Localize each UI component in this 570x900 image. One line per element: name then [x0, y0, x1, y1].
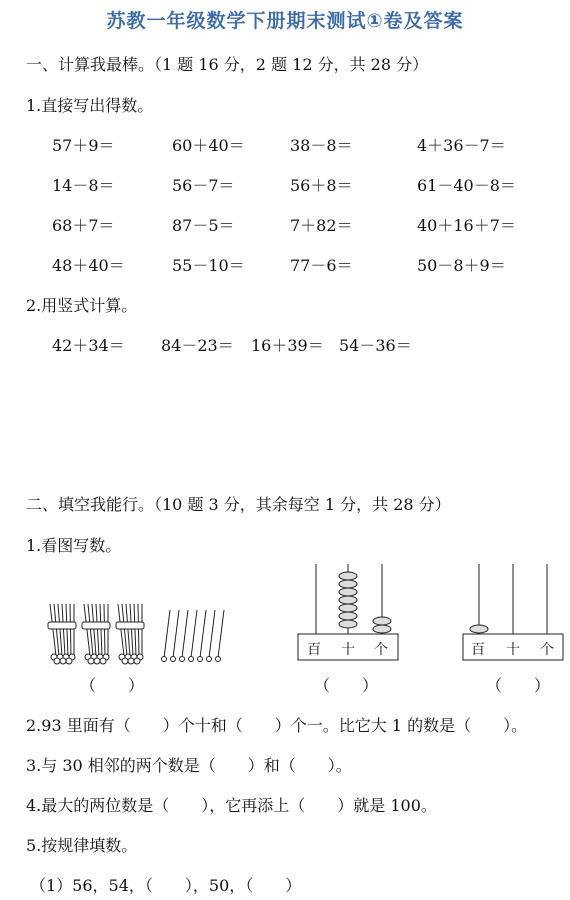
abacus-2-label-hundreds: 百	[471, 642, 485, 658]
section-1-q1-label: 1.直接写出得数。	[26, 96, 154, 115]
abacus-1-ones-beads	[373, 617, 391, 633]
calc-item: 56＋8＝	[290, 176, 353, 195]
section-2-q5-1: （1）56，54，（ ），50，（ ）	[30, 876, 302, 895]
calc-item: 38－8＝	[290, 136, 353, 155]
stick-bundle-2	[82, 604, 110, 664]
abacus-1-label-hundreds: 百	[307, 642, 321, 658]
vertical-calc-item: 16＋39＝	[251, 336, 324, 355]
calc-item: 7＋82＝	[290, 216, 353, 235]
abacus-2-label-tens: 十	[506, 642, 520, 658]
abacus-1-label-ones: 个	[374, 642, 388, 658]
calc-item: 57＋9＝	[52, 136, 115, 155]
calc-item: 60＋40＝	[172, 136, 245, 155]
stick-bundle-3	[116, 604, 144, 664]
calc-item: 14－8＝	[52, 176, 115, 195]
single-sticks	[162, 610, 225, 662]
answer-blank-abacus-2[interactable]: （ ）	[486, 676, 551, 695]
section-2-heading: 二、填空我能行。（10 题 3 分，其余每空 1 分，共 28 分）	[26, 495, 451, 514]
stick-bundle-1	[48, 604, 76, 664]
abacus-2-label-ones: 个	[540, 642, 554, 658]
section-2-q3: 3.与 30 相邻的两个数是（ ）和（ ）。	[26, 756, 352, 775]
calc-item: 48＋40＝	[52, 256, 125, 275]
section-2-q2: 2.93 里面有（ ）个十和（ ）个一。比它大 1 的数是（ ）。	[26, 716, 528, 735]
page-title: 苏教一年级数学下册期末测试①卷及答案	[106, 10, 464, 32]
section-1-heading: 一、计算我最棒。（1 题 16 分，2 题 12 分，共 28 分）	[26, 55, 429, 74]
abacus-1-tens-beads	[339, 572, 357, 628]
calc-item: 61－40－8＝	[417, 176, 516, 195]
calc-item: 50－8＋9＝	[417, 256, 506, 275]
calc-item: 40＋16＋7＝	[417, 216, 516, 235]
section-2-q5-label: 5.按规律填数。	[26, 836, 138, 855]
section-2-q1-label: 1.看图写数。	[26, 536, 122, 555]
vertical-calc-item: 42＋34＝	[52, 336, 125, 355]
calc-item: 55－10＝	[172, 256, 245, 275]
answer-blank-sticks[interactable]: （ ）	[80, 676, 145, 695]
stick-bundles-picture	[46, 598, 236, 668]
calc-item: 87－5＝	[172, 216, 235, 235]
vertical-calc-item: 54－36＝	[339, 336, 412, 355]
calc-item: 68＋7＝	[52, 216, 115, 235]
section-2-q4: 4.最大的两位数是（ ），它再添上（ ）就是 100。	[26, 796, 437, 815]
answer-blank-abacus-1[interactable]: （ ）	[314, 676, 379, 695]
vertical-calc-item: 84－23＝	[161, 336, 234, 355]
calc-item: 56－7＝	[172, 176, 235, 195]
calc-item: 77－6＝	[290, 256, 353, 275]
abacus-2-hundreds-beads	[470, 625, 488, 633]
calc-item: 4＋36－7＝	[417, 136, 506, 155]
section-1-q2-label: 2.用竖式计算。	[26, 296, 138, 315]
abacus-1-label-tens: 十	[341, 642, 355, 658]
